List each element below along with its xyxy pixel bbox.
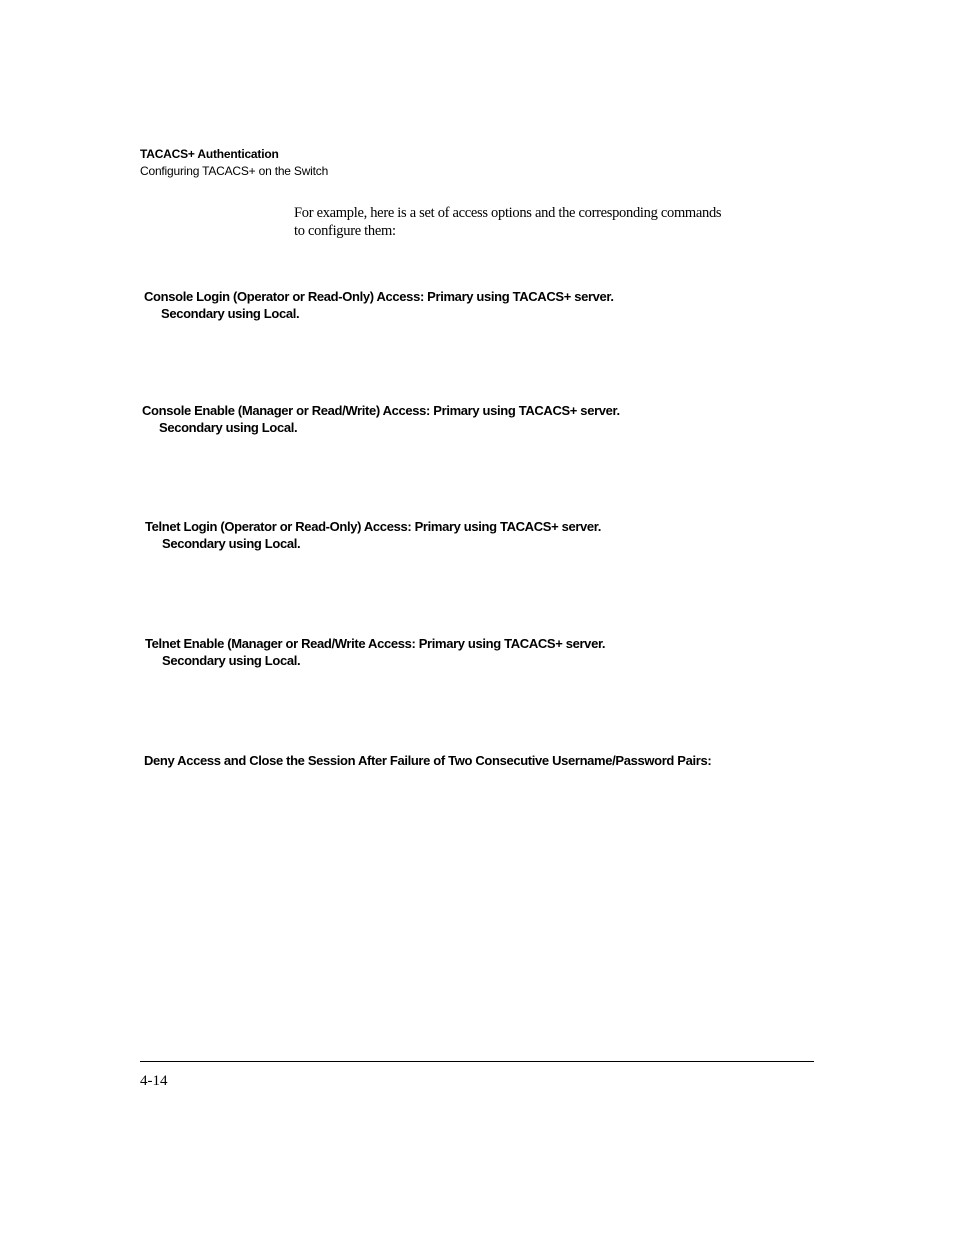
footer-divider (140, 1061, 814, 1062)
caption-console-enable-line-2: Secondary using Local. (159, 420, 298, 435)
running-header-section: Configuring TACACS+ on the Switch (140, 164, 329, 178)
intro-line-1: For example, here is a set of access options and the corresponding commands (294, 205, 722, 221)
intro-line-2: to configure them: (294, 223, 396, 239)
caption-telnet-enable-line-2: Secondary using Local. (162, 653, 301, 668)
caption-console-login (144, 288, 614, 322)
caption-console-login-line-1: Console Login (Operator or Read-Only) Access: Primary using TACACS+ server. (144, 289, 614, 304)
caption-telnet-login-line-2: Secondary using Local. (162, 536, 301, 551)
caption-telnet-login-line-1: Telnet Login (Operator or Read-Only) Access: Primary using TACACS+ server. (145, 519, 602, 534)
caption-deny-access-line-1: Deny Access and Close the Session After Failure of Two Consecutive Username/Password Pairs: (144, 753, 712, 768)
caption-console-enable (142, 402, 620, 436)
caption-deny-access (144, 752, 711, 769)
caption-telnet-login (145, 518, 601, 552)
caption-console-enable-line-1: Console Enable (Manager or Read/Write) Access: Primary using TACACS+ server. (142, 403, 620, 418)
caption-console-login-line-2: Secondary using Local. (161, 306, 300, 321)
running-header-chapter: TACACS+ Authentication (140, 147, 279, 161)
caption-telnet-enable (145, 635, 605, 669)
intro-paragraph (294, 204, 818, 240)
page-number: 4-14 (140, 1073, 168, 1089)
caption-telnet-enable-line-1: Telnet Enable (Manager or Read/Write Access: Primary using TACACS+ server. (145, 636, 606, 651)
